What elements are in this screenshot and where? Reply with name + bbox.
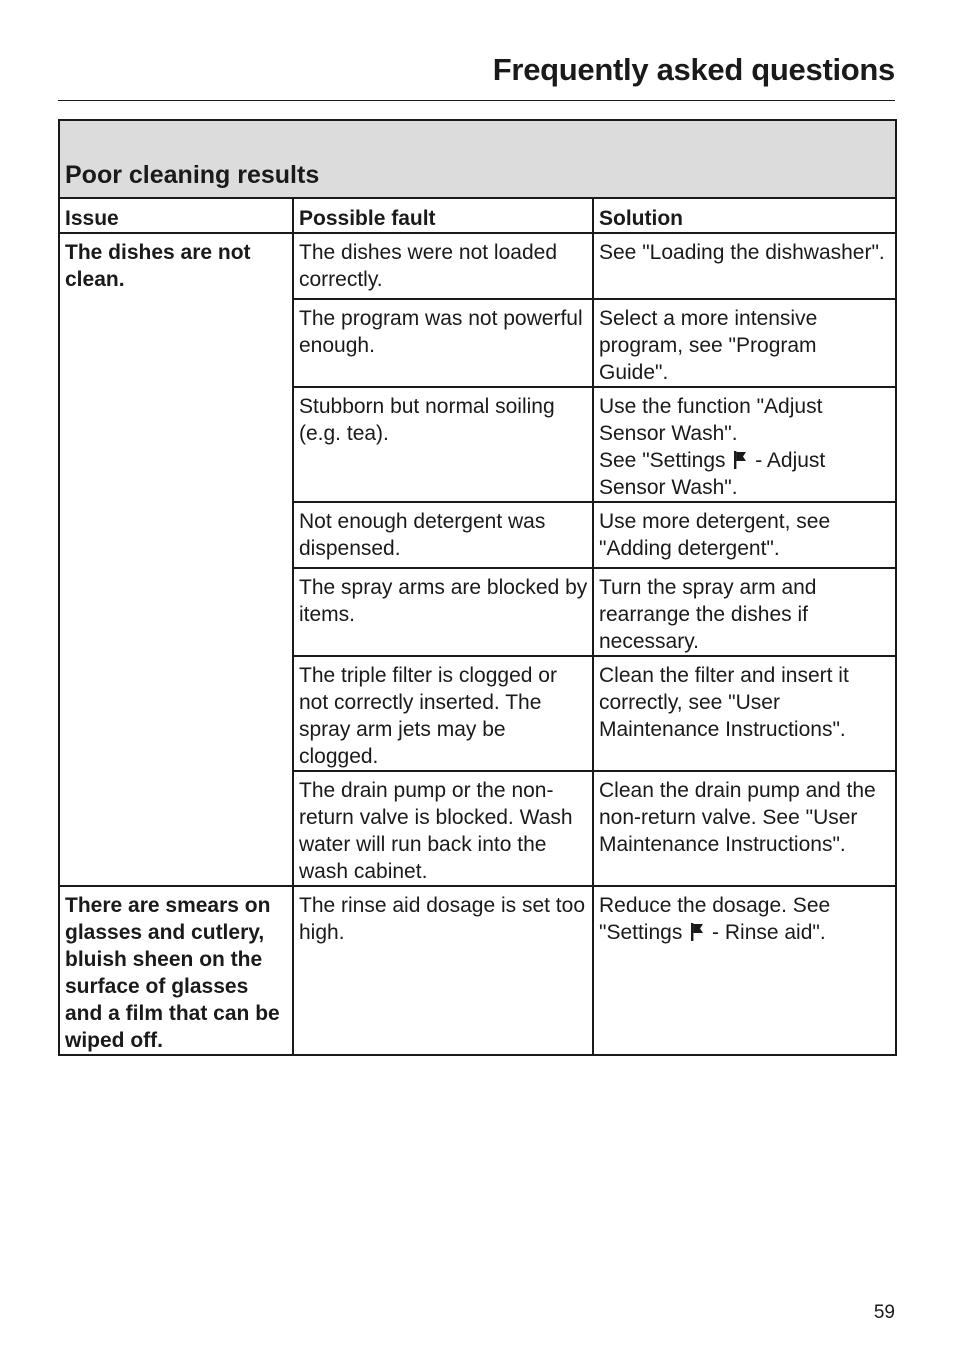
section-title: Poor cleaning results [65, 161, 320, 189]
solution-text: See "Settings [599, 449, 726, 472]
column-header-solution: Solution [593, 198, 896, 233]
section-header-row [59, 120, 896, 198]
solution-cell: Turn the spray arm and rearrange the dishes if necessary. [593, 568, 896, 656]
faq-table [58, 119, 897, 1056]
solution-cell: Clean the filter and insert it correctly, see "User Maintenance Instructions". [593, 656, 896, 771]
page-title: Frequently asked questions [492, 52, 895, 87]
solution-cell: Select a more intensive program, see "Program Guide". [593, 299, 896, 387]
fault-cell: The drain pump or the non-return valve is blocked. Wash water will run back into the wash cabinet. [293, 771, 593, 886]
fault-cell: The triple filter is clogged or not correctly inserted. The spray arm jets may be clogged. [293, 656, 593, 771]
table-row [59, 886, 896, 1055]
solution-cell [593, 886, 896, 1055]
fault-cell: Not enough detergent was dispensed. [293, 502, 593, 568]
settings-flag-icon [733, 451, 747, 469]
page-number: 59 [873, 1302, 895, 1323]
fault-cell: The dishes were not loaded correctly. [293, 233, 593, 299]
fault-cell: The rinse aid dosage is set too high. [293, 886, 593, 1055]
issue-cell: There are smears on glasses and cutlery, bluish sheen on the surface of glasses and a film that can be wiped off. [59, 886, 293, 1055]
solution-cell: Clean the drain pump and the non-return valve. See "User Maintenance Instructions". [593, 771, 896, 886]
fault-cell: The program was not powerful enough. [293, 299, 593, 387]
solution-cell [593, 387, 896, 502]
issue-cell: The dishes are not clean. [59, 233, 293, 886]
solution-text: Reduce the dosage. See "Settings [599, 894, 831, 944]
settings-flag-icon [690, 923, 704, 941]
column-header-row [59, 198, 896, 233]
solution-cell: Use more detergent, see "Adding detergent". [593, 502, 896, 568]
solution-line [599, 447, 891, 501]
table-row [59, 233, 896, 299]
solution-text: - Rinse aid". [712, 921, 826, 944]
fault-cell: The spray arms are blocked by items. [293, 568, 593, 656]
page-header [58, 50, 895, 101]
fault-cell: Stubborn but normal soiling (e.g. tea). [293, 387, 593, 502]
column-header-issue: Issue [59, 198, 293, 233]
solution-line: Use the function "Adjust Sensor Wash". [599, 395, 823, 445]
column-header-fault: Possible fault [293, 198, 593, 233]
section-header [59, 120, 896, 198]
solution-cell: See "Loading the dishwasher". [593, 233, 896, 299]
solution-text: - Adjust Sensor Wash". [599, 449, 826, 499]
